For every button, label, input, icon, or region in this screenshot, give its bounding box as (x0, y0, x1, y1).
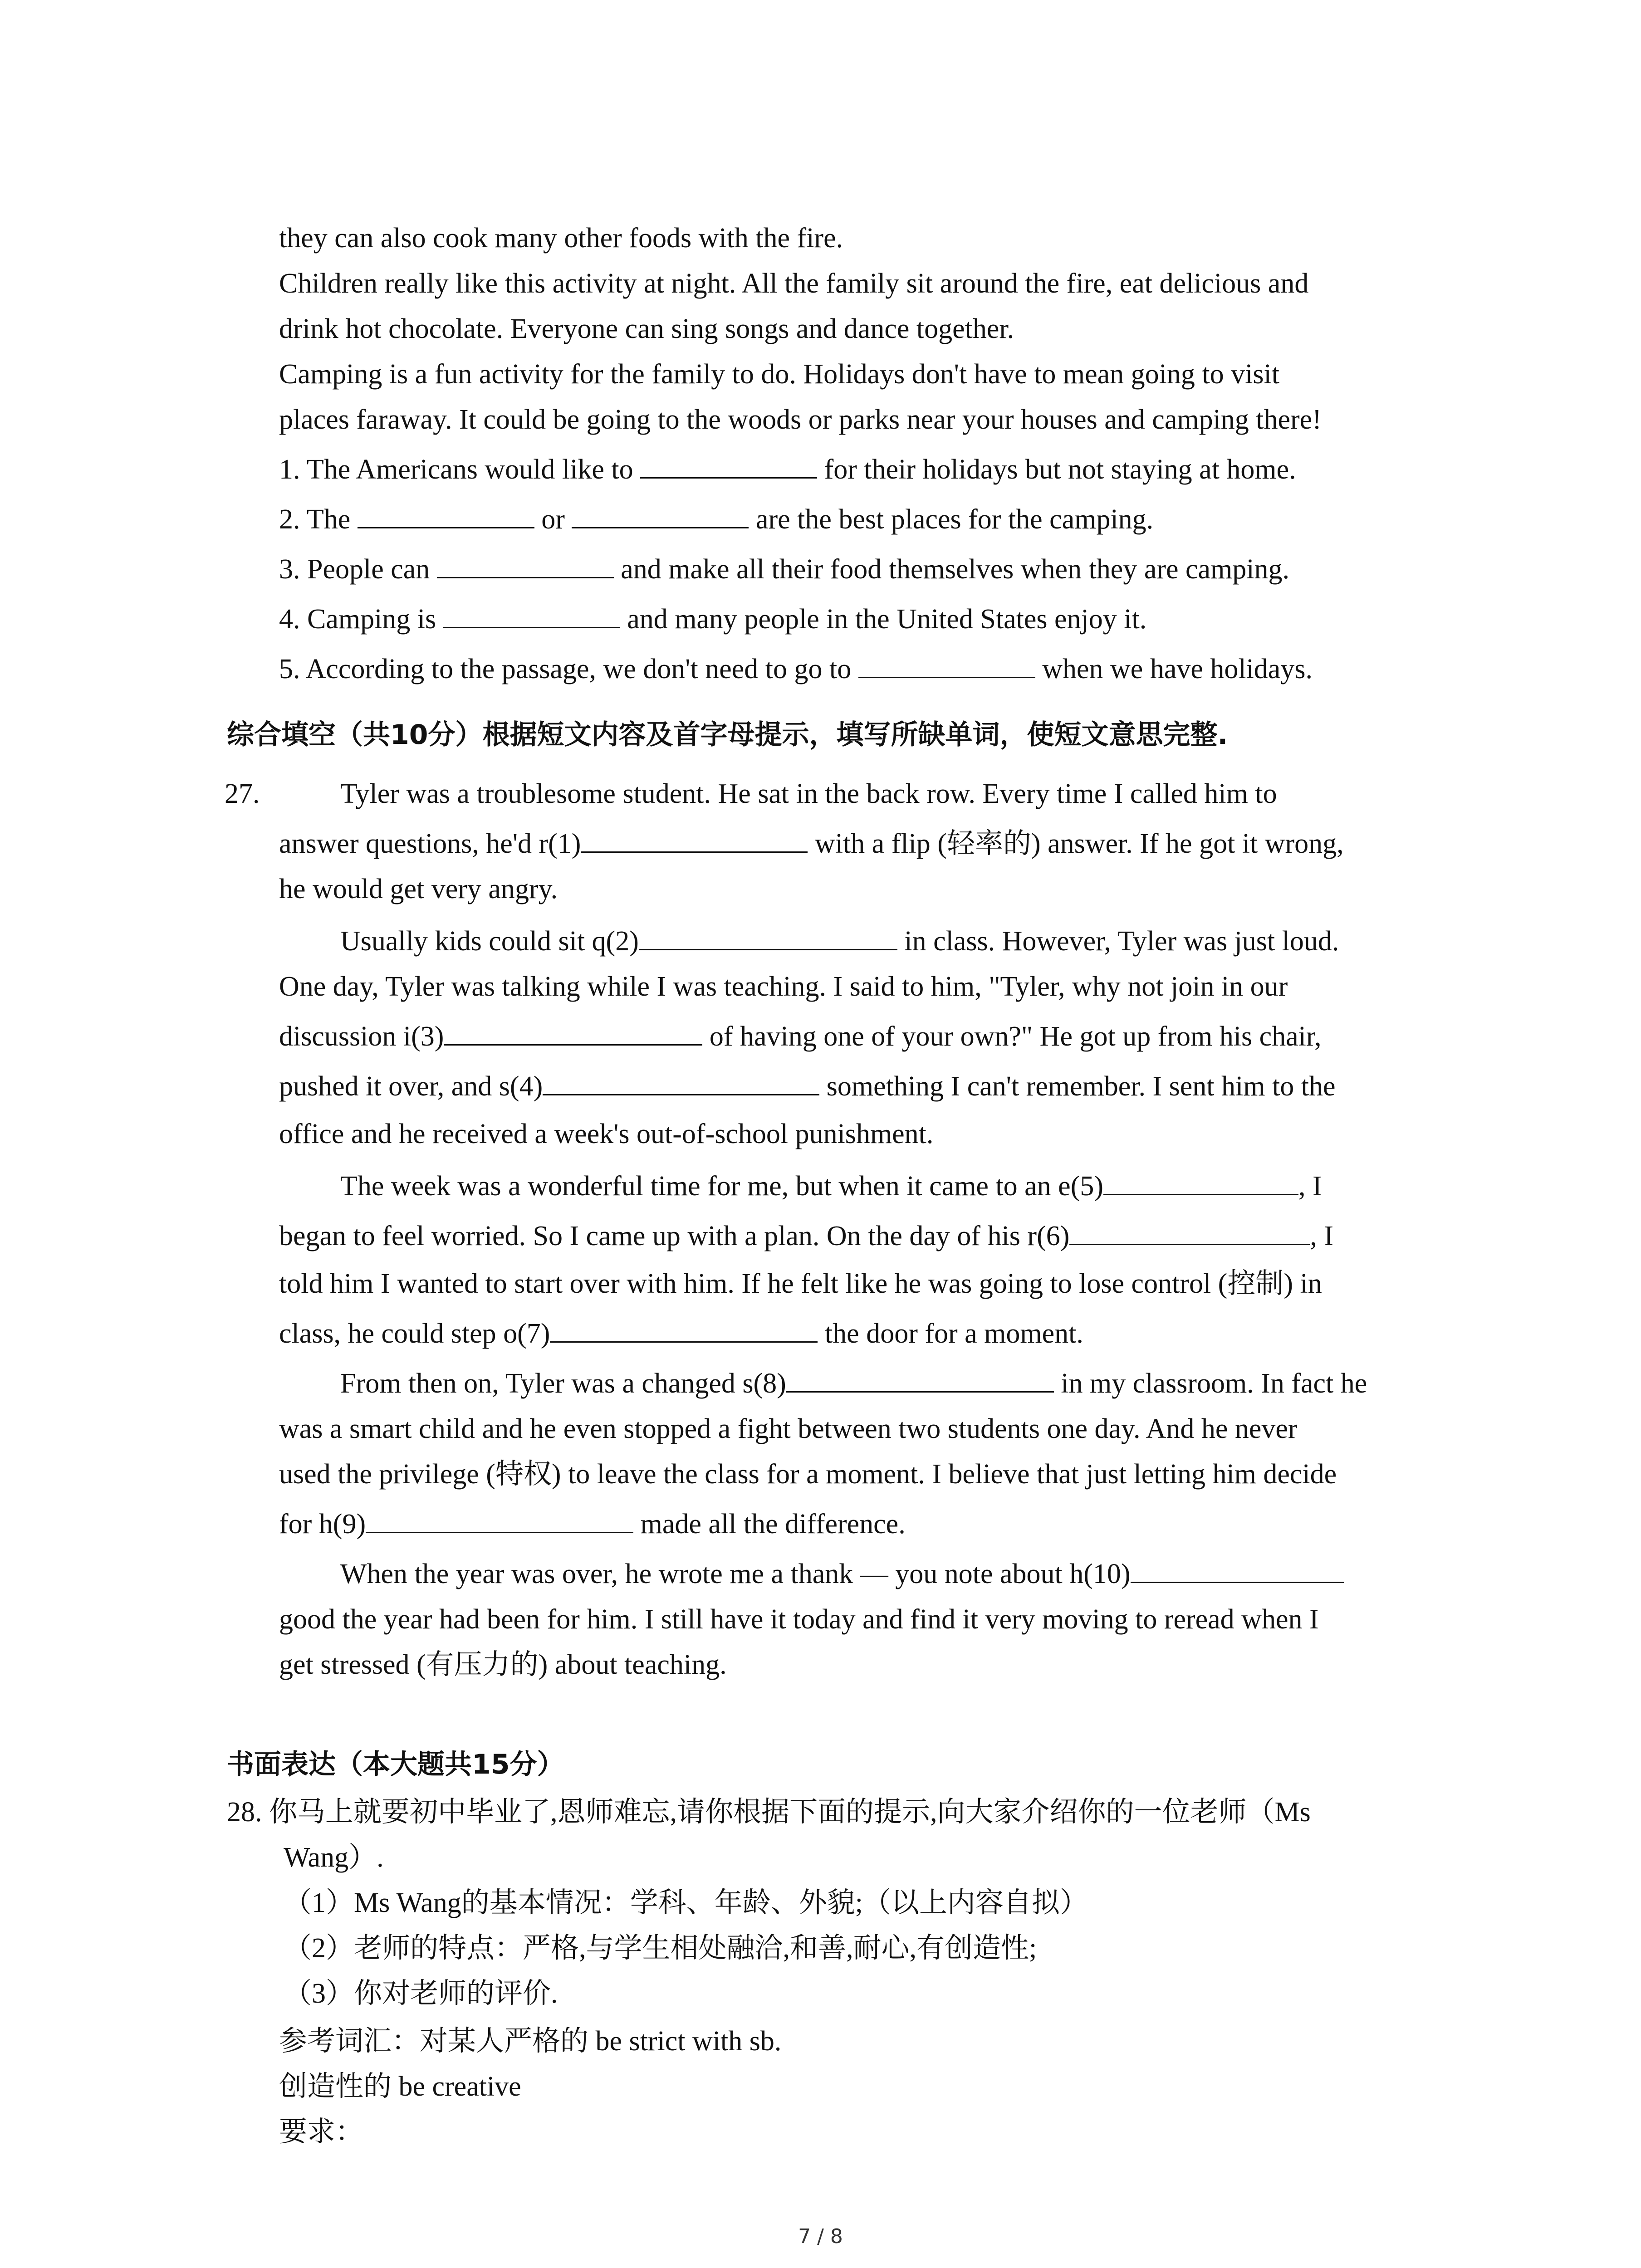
cloze-blank-7[interactable] (550, 1316, 818, 1343)
passage-line: places faraway. It could be going to the woods or parks near your houses and camping there! (279, 404, 1322, 435)
question-4: 4. Camping is and many people in the United States enjoy it. (279, 601, 1146, 637)
cloze-blank-4[interactable] (543, 1069, 819, 1095)
cloze-blank-10[interactable] (1131, 1556, 1344, 1583)
writing-point-1: （1）Ms Wang的基本情况：学科、年龄、外貌;（以上内容自拟） (284, 1887, 1088, 1918)
cloze-line: was a smart child and he even stopped a fight between two students one day. And he never (279, 1413, 1298, 1444)
cloze-line: pushed it over, and s(4) something I can't remember. I sent him to the (279, 1068, 1335, 1105)
cloze-blank-3[interactable] (444, 1019, 702, 1046)
vocabulary-hint: 参考词汇：对某人严格的 be strict with sb. (279, 2026, 782, 2057)
passage-line: drink hot chocolate. Everyone can sing songs and dance together. (279, 313, 1014, 344)
page-number: 7 / 8 (798, 2225, 843, 2248)
requirements-label: 要求： (279, 2116, 364, 2147)
answer-blank[interactable] (437, 552, 614, 578)
question-1: 1. The Americans would like to for their holidays but not staying at home. (279, 451, 1296, 488)
cloze-blank-2[interactable] (639, 924, 897, 950)
writing-prompt: Wang）. (284, 1842, 384, 1873)
answer-blank[interactable] (358, 502, 534, 528)
question-5: 5. According to the passage, we don't need to go to when we have holidays. (279, 651, 1313, 687)
writing-point-2: （2）老师的特点：严格,与学生相处融洽,和善,耐心,有创造性; (284, 1933, 1037, 1964)
question-2: 2. The or are the best places for the camping. (279, 501, 1153, 538)
answer-blank[interactable] (858, 651, 1035, 678)
writing-prompt: 28. 你马上就要初中毕业了,恩师难忘,请你根据下面的提示,向大家介绍你的一位老师（Ms (227, 1797, 1311, 1828)
cloze-line: discussion i(3) of having one of your own?" He got up from his chair, (279, 1018, 1322, 1055)
cloze-line: told him I wanted to start over with him. If he felt like he was going to lose control (控制) in (279, 1268, 1322, 1299)
cloze-line: get stressed (有压力的) about teaching. (279, 1649, 727, 1680)
cloze-blank-6[interactable] (1069, 1218, 1310, 1245)
cloze-line: for h(9) made all the difference. (279, 1506, 906, 1542)
cloze-line: One day, Tyler was talking while I was teaching. I said to him, "Tyler, why not join in our (279, 971, 1288, 1002)
cloze-line: The week was a wonderful time for me, but when it came to an e(5) , I (340, 1168, 1322, 1204)
answer-blank[interactable] (443, 601, 620, 628)
cloze-line: When the year was over, he wrote me a thank — you note about h(10) (340, 1556, 1344, 1592)
cloze-line: began to feel worried. So I came up with a plan. On the day of his r(6) , I (279, 1218, 1333, 1254)
passage-line: Children really like this activity at night. All the family sit around the fire, eat delicious and (279, 268, 1309, 299)
vocabulary-hint: 创造性的 be creative (279, 2071, 521, 2102)
cloze-line: office and he received a week's out-of-school punishment. (279, 1119, 934, 1149)
section-heading-cloze: 综合填空（共10分）根据短文内容及首字母提示，填写所缺单词，使短文意思完整. (227, 719, 1228, 751)
cloze-blank-1[interactable] (581, 826, 808, 853)
question-3: 3. People can and make all their food themselves when they are camping. (279, 551, 1289, 587)
cloze-blank-5[interactable] (1103, 1168, 1298, 1195)
cloze-line: Tyler was a troublesome student. He sat in the back row. Every time I called him to (340, 778, 1277, 809)
cloze-line: good the year had been for him. I still have it today and find it very moving to reread when I (279, 1604, 1319, 1635)
passage-line: Camping is a fun activity for the family to do. Holidays don't have to mean going to visit (279, 359, 1279, 390)
cloze-line: used the privilege (特权) to leave the class for a moment. I believe that just letting him decide (279, 1459, 1337, 1490)
question-number-27: 27. (225, 778, 260, 809)
writing-point-3: （3）你对老师的评价. (284, 1978, 558, 2009)
section-heading-writing: 书面表达（本大题共15分） (227, 1749, 564, 1780)
cloze-line: From then on, Tyler was a changed s(8) in my classroom. In fact he (340, 1365, 1367, 1402)
cloze-line: class, he could step o(7) the door for a moment. (279, 1315, 1083, 1352)
cloze-blank-9[interactable] (366, 1506, 633, 1533)
cloze-line: he would get very angry. (279, 874, 558, 904)
answer-blank[interactable] (572, 502, 749, 528)
cloze-blank-8[interactable] (786, 1366, 1054, 1393)
cloze-line: Usually kids could sit q(2) in class. However, Tyler was just loud. (340, 923, 1339, 959)
cloze-line: answer questions, he'd r(1) with a flip (轻率的) answer. If he got it wrong, (279, 826, 1344, 862)
answer-blank[interactable] (640, 452, 817, 479)
passage-line: they can also cook many other foods with the fire. (279, 223, 843, 254)
